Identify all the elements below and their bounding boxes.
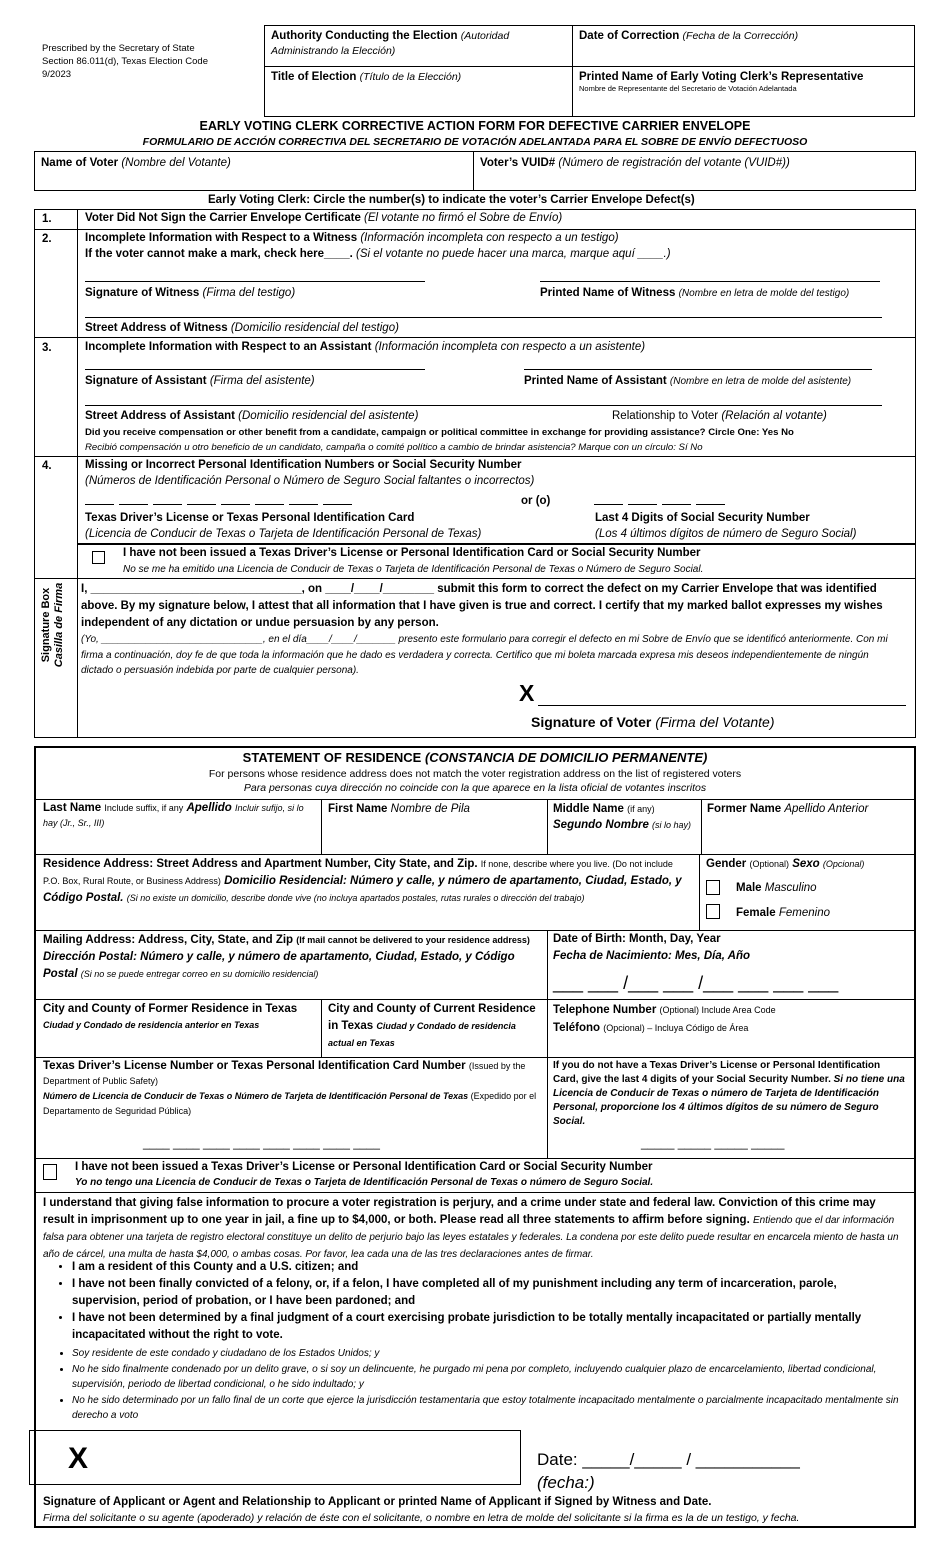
ssn-label-es: (Los 4 últimos dígitos de número de Seguro Social) — [595, 528, 857, 540]
ssn-label: Last 4 Digits of Social Security Number — [595, 512, 810, 524]
defect-3-label: Incomplete Information with Respect to an Assistant (Información incompleta con respecto a un asistente) — [85, 341, 646, 353]
male-checkbox[interactable] — [706, 880, 720, 895]
affirmation-item: • I have not been finally convicted of a felony, or, if a felon, I have completed all of my punishment including any term of incarceration, parole, supervision, period of probation, or I have been pardoned; and — [72, 1276, 906, 1310]
assistant-printed-name-line[interactable] — [524, 369, 872, 370]
ssn-blanks[interactable]: _____ _____ _____ _____ — [641, 1136, 785, 1150]
defect-2-mark-note: If the voter cannot make a mark, check here____. (Si el votante no puede hacer una marca, marque aquí ____.) — [85, 248, 671, 260]
residence-title: STATEMENT OF RESIDENCE (CONSTANCIA DE DOMICILIO PERMANENTE) — [242, 750, 708, 765]
clerk-representative-field[interactable]: Printed Name of Early Voting Clerk’s Representative Nombre de Representante del Secretario de Votación Adelantada — [579, 71, 864, 93]
header-table — [264, 25, 915, 117]
former-name-field[interactable]: Former Name Apellido Anterior — [707, 803, 869, 815]
voter-signature-line[interactable] — [538, 705, 906, 706]
mailing-address-field[interactable]: Mailing Address: Address, City, State, and Zip (If mail cannot be delivered to your residence address) Dirección Postal: Número y calle, y número de apartamento, Ciudad, Estado, y Código Postal (Si no se puede entregar correo en su domicilio residencial) — [43, 934, 530, 980]
date-of-correction-field[interactable]: Date of Correction (Fecha de la Corrección) — [579, 30, 799, 42]
telephone-field[interactable]: Telephone Number (Optional) Include Area Code Teléfono (Opcional) – Incluya Código de Área — [553, 1004, 776, 1034]
witness-printed-name-line[interactable] — [540, 281, 880, 282]
perjury-statement: I understand that giving false information to procure a voter registration is perjury, and a crime under state and federal law. Conviction of this crime may result in imprisonment up to one year in jail, a fine up to $4,000, or both. Please read all three statements to affirm before signing. Entiendo que el dar información falsa para obtener una tarjeta de registro electoral constituye un delito de perjurio bajo las leyes estatales y federales. La condena por este delito puede resultar en encarcela miento de hasta un año de cárcel, una multa de hasta $4,000, o ambas cosas. Por favor, lea cada una de las tres declaraciones antes de firmar. — [43, 1197, 899, 1260]
residence-no-id-label-es: Yo no tengo una Licencia de Conducir de Texas o Tarjeta de Identificación Personal de Texas o número de Seguro Social. — [75, 1177, 654, 1188]
witness-address-label: Street Address of Witness (Domicilio residencial del testigo) — [85, 322, 399, 334]
dob-blanks[interactable]: ___ ___ /___ ___ /___ ___ ___ ___ — [553, 973, 839, 993]
applicant-signature-label-es: Firma del solicitante o su agente (apoderado) y relación de éste con el solicitante, o nombre en letra de molde del solicitante si la firma es la de un testigo, y fecha. — [43, 1512, 800, 1524]
clerk-instruction: Early Voting Clerk: Circle the number(s) to indicate the voter’s Carrier Envelope Defect(s) — [208, 194, 695, 206]
assistant-compensation-question[interactable]: Did you receive compensation or other benefit from a candidate, campaign or political committee in exchange for providing assistance? Circle One: Yes No — [85, 427, 794, 438]
witness-signature-line[interactable] — [85, 281, 425, 282]
defect-1-label: Voter Did Not Sign the Carrier Envelope Certificate (El votante no firmó el Sobre de Envío) — [85, 212, 563, 224]
affirmation-list — [54, 1259, 906, 1344]
former-city-field[interactable]: City and County of Former Residence in Texas Ciudad y Condado de residencia anterior en Texas — [43, 1003, 298, 1030]
applicant-signature-x: X — [68, 1442, 89, 1475]
ssn-digit-blanks[interactable] — [594, 492, 730, 506]
applicant-date-field[interactable]: Date: _____/_____ / ___________ — [537, 1450, 800, 1469]
no-id-checkbox[interactable] — [92, 551, 105, 564]
no-id-label-es: No se me ha emitido una Licencia de Conducir de Texas o Tarjeta de Identificación Personal de Texas o Número de Seguro Social. — [123, 564, 704, 575]
voter-signature-label: Signature of Voter (Firma del Votante) — [531, 714, 775, 730]
last-name-field[interactable]: Last Name Include suffix, if any Apellido Incluir sufijo, si lo hay (Jr., Sr., III) — [43, 802, 304, 828]
dl-number-blanks[interactable]: ____ ____ ____ ____ ____ ____ ____ ____ — [143, 1136, 380, 1150]
assistant-signature-line[interactable] — [85, 369, 425, 370]
voter-vuid-field[interactable]: Voter’s VUID# (Número de registración del votante (VUID#)) — [480, 157, 790, 169]
signature-attestation-es: (Yo, _____________________________, en el día____/____/_______ presento este formulario para corregir el defecto en mi Sobre de Envío que se identificó anteriormente. Con mi firma a continuación, doy fe de que toda la información que he dado es verdadera y correcta. Certifico que mi boleta marcada expresa mis deseos independientemente de ningún dictado o persuasión indebida por parte de cualquier persona). — [81, 634, 888, 676]
residence-no-id-checkbox[interactable] — [43, 1164, 57, 1180]
witness-signature-label: Signature of Witness (Firma del testigo) — [85, 287, 296, 299]
assistant-relationship-label: Relationship to Voter (Relación al votante) — [612, 410, 827, 422]
or-label: or (o) — [521, 495, 551, 507]
applicant-signature-label: Signature of Applicant or Agent and Relationship to Applicant or printed Name of Applicant if Signed by Witness and Date. — [43, 1496, 712, 1508]
residence-no-id-label: I have not been issued a Texas Driver’s License or Personal Identification Card or Social Security Number — [75, 1161, 653, 1173]
signature-box-side-label: Signature Box Casilla de Firma — [40, 582, 65, 668]
defect-4-number[interactable]: 4. — [42, 460, 52, 472]
applicant-date-label-es: (fecha:) — [537, 1473, 595, 1492]
dl-number-field[interactable]: Texas Driver’s License Number or Texas Personal Identification Card Number (Issued by the Department of Public Safety) Número de Licencia de Conducir de Texas o Número de Tarjeta de Identificación Personal de Texas (Expedido por el Departamento de Seguridad Pública) — [43, 1060, 537, 1116]
form-title-es: FORMULARIO DE ACCIÓN CORRECTIVA DEL SECRETARIO DE VOTACIÓN ADELANTADA PARA EL SOBRE DE ENVÍO DEFECTUOSO — [142, 136, 808, 148]
first-name-field[interactable]: First Name Nombre de Pila — [328, 803, 470, 815]
prescribed-note: Prescribed by the Secretary of State Section 86.011(d), Texas Election Code 9/2023 — [42, 43, 208, 80]
witness-printed-name-label: Printed Name of Witness (Nombre en letra de molde del testigo) — [540, 287, 850, 299]
residence-subtitle: For persons whose residence address does not match the voter registration address on the list of registered voters — [208, 768, 742, 780]
female-checkbox[interactable] — [706, 904, 720, 919]
assistant-signature-label: Signature of Assistant (Firma del asistente) — [85, 375, 315, 387]
witness-address-line[interactable] — [85, 317, 882, 318]
form-title: EARLY VOTING CLERK CORRECTIVE ACTION FORM FOR DEFECTIVE CARRIER ENVELOPE — [199, 119, 751, 133]
authority-field[interactable]: Authority Conducting the Election (Autoridad Administrando la Elección) — [271, 30, 510, 57]
defect-3-number[interactable]: 3. — [42, 342, 52, 354]
affirmation-item: • I am a resident of this County and a U.S. citizen; and — [72, 1259, 906, 1276]
defect-2-label: Incomplete Information with Respect to a Witness (Información incompleta con respecto a un testigo) — [85, 232, 619, 244]
voter-info-table — [34, 151, 916, 191]
residence-subtitle-es: Para personas cuya dirección no coincide con la que aparece en la lista oficial de votantes inscritos — [243, 782, 707, 794]
defect-4-label: Missing or Incorrect Personal Identification Numbers or Social Security Number — [85, 459, 522, 471]
dl-number-blanks[interactable] — [85, 492, 357, 506]
current-city-field[interactable]: City and County of Current Residence in Texas Ciudad y Condado de residencia actual en Texas — [328, 1003, 536, 1048]
gender-label: Gender (Optional) Sexo (Opcional) — [706, 858, 865, 870]
defect-1-number[interactable]: 1. — [42, 213, 52, 225]
residence-address-field[interactable]: Residence Address: Street Address and Apartment Number, City State, and Zip. If none, describe where you live. (Do not include P.O. Box, Rural Route, or Business Address) Domicilio Residencial: Número y calle, y número de apartamento, Ciudad, Estado, y Código Postal. (Si no existe un domicilio, describe donde vive (no incluya apartados postales, rutas rurales o dirección del trabajo) — [43, 858, 682, 904]
applicant-signature-box[interactable] — [29, 1430, 521, 1485]
dob-label-es: Fecha de Nacimiento: Mes, Día, Año — [553, 950, 751, 962]
assistant-address-line[interactable] — [85, 405, 882, 406]
defect-4-label-es: (Números de Identificación Personal o Número de Seguro Social faltantes o incorrectos) — [85, 475, 535, 487]
ssn-field[interactable]: If you do not have a Texas Driver’s License or Personal Identification Card, give the last 4 digits of your Social Security Number. Si no tiene una Licencia de Conducir de Texas o número de Tarjeta de Identificación Personal, proporcione los 4 últimos dígitos de su número de Seguro Social. — [553, 1060, 905, 1127]
defect-2-number[interactable]: 2. — [42, 233, 52, 245]
affirmation-item-es: • No he sido finalmente condenado por un delito grave, o si soy un delincuente, he purgado mi pena por completo, incluyendo cualquier plazo de encarcelamiento, libertad condicional, supervisión, periodo de libertad condicional, o he sido indultado; y — [72, 1362, 906, 1393]
affirmation-list-es — [54, 1346, 906, 1424]
middle-name-field[interactable]: Middle Name (if any) Segundo Nombre (si lo hay) — [553, 803, 692, 831]
male-label: Male Masculino — [736, 882, 817, 894]
assistant-compensation-question-es: Recibió compensación u otro beneficio de un candidato, campaña o comité político a cambio de brindar asistencia? Marque con un círculo: Sí No — [85, 442, 703, 453]
assistant-address-label: Street Address of Assistant (Domicilio residencial del asistente) — [85, 410, 419, 422]
signature-attestation: I, _________________________________, on ____/____/________ submit this form to correct the defect on my Carrier Envelope that was identified above. By my signature below, I attest that all information that I have given is true and correct. I certify that my marked ballot expresses my wishes independent of any dictation or undue persuasion by any person. — [81, 583, 883, 629]
affirmation-item-es: • No he sido determinado por un fallo final de un corte que ejerce la jurisdicción testamentaria que estoy totalmente incapacitado mentalmente o parcialmente incapacitado mentalmente sin derecho a voto — [72, 1393, 906, 1424]
voter-name-field[interactable]: Name of Voter (Nombre del Votante) — [41, 157, 231, 169]
affirmation-item: • I have not been determined by a final judgment of a court exercising probate jurisdiction to be totally mentally incapacitated or partially mentally incapacitated without the right to vote. — [72, 1310, 906, 1344]
female-label: Female Femenino — [736, 907, 830, 919]
title-of-election-field[interactable]: Title of Election (Título de la Elección) — [271, 71, 462, 83]
affirmation-item-es: • Soy residente de este condado y ciudadano de los Estados Unidos; y — [72, 1346, 906, 1362]
dl-label-es: (Licencia de Conducir de Texas o Tarjeta de Identificación Personal de Texas) — [85, 528, 482, 540]
dl-label: Texas Driver’s License or Texas Personal Identification Card — [85, 512, 415, 524]
no-id-label: I have not been issued a Texas Driver’s License or Personal Identification Card or Social Security Number — [123, 547, 701, 559]
assistant-printed-name-label: Printed Name of Assistant (Nombre en letra de molde del asistente) — [524, 375, 852, 387]
voter-signature-x: X — [519, 680, 535, 706]
dob-label: Date of Birth: Month, Day, Year — [553, 933, 721, 945]
